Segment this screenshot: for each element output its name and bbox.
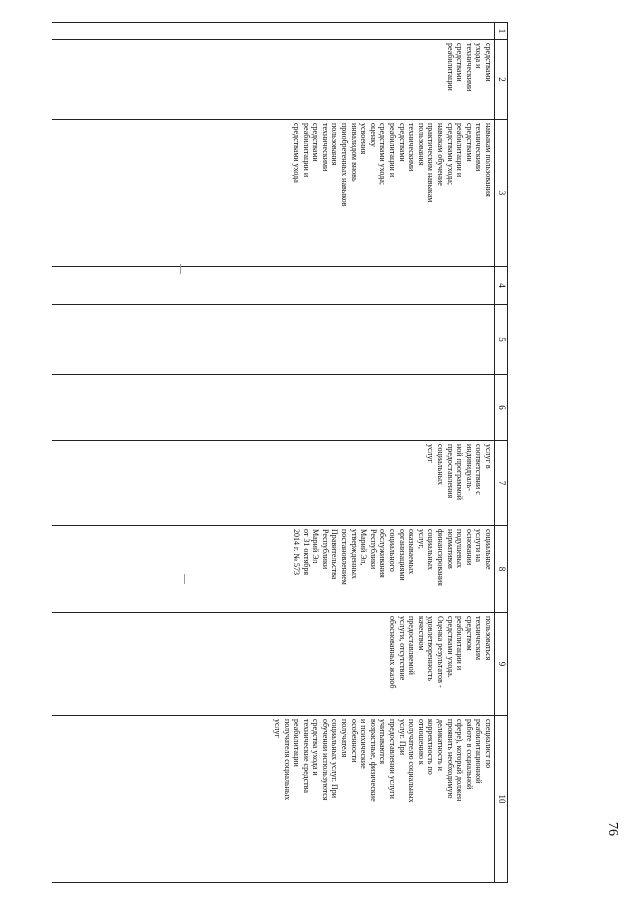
cell-line: реабилитации и [455,616,465,671]
cell-line: предоставляемой [407,616,417,675]
cell-line: реабилитации и [301,123,311,178]
cell-line: корректность по [426,719,436,775]
cell-line: 2014 г. № 573 [292,529,302,576]
cell-line: нормативов [445,529,455,569]
column-number: 4 [495,267,508,305]
cell-line: социального [388,529,398,572]
cell-line: деликатность и [436,719,446,771]
cell-line: усвоения [359,123,369,155]
cell-line: социальных [426,529,436,571]
cell-line: реабилитации и [388,123,398,178]
cell-line: Республики [320,529,330,570]
cell-line: услуг, [416,529,426,549]
cell-line: техническими [474,123,484,172]
cell-line: социальных [436,444,446,486]
scan-mark [184,574,185,584]
column-number: 5 [495,305,508,375]
cell-line: ной программой [455,444,465,501]
column-number: 1 [495,23,508,40]
cell-line: технические средства [301,719,311,793]
page-number: 76 [605,822,620,836]
cell-col6 [52,375,495,441]
cell-col5 [52,305,495,375]
cell-line: предоставлении услуги [388,719,398,799]
cell-line: Марий Эл, [359,529,369,566]
cell-line: пользования [330,123,340,166]
cell-line: реабилитационной [474,719,484,784]
cell-line: реабилитации [292,719,302,767]
cell-line: финансирования [436,529,446,586]
services-table [52,22,508,883]
cell-col8 [52,526,495,613]
cell-line: средствами [484,43,493,82]
cell-line: возрастные, физические [368,719,378,802]
cell-col2 [52,40,495,120]
cell-line: средствами [455,43,465,82]
cell-line: получателя [340,719,350,758]
cell-line: социальные [484,529,493,570]
cell-line: предоставления [445,444,455,499]
cell-line: постановлением [340,529,350,585]
cell-line: средствами [311,123,321,162]
cell-line: получателя социальных [282,719,292,801]
cell-line: услуги на [474,529,484,562]
cell-line: средствами [464,123,474,162]
cell-line: получателю социальных [407,719,417,803]
cell-line: удовлетворенность [426,616,436,682]
cell-line: услуг в [484,444,493,469]
cell-line: и психические [359,719,369,769]
cell-line: приобретенных навыков [340,123,350,207]
cell-line: подушевых [455,529,465,568]
cell-line: средствами ухода [292,123,302,183]
cell-line: средствами ухода; [445,123,455,185]
cell-col1 [52,23,495,40]
cell-line: реабилитации и [455,123,465,178]
cell-line: особенности [349,719,359,763]
cell-line: техническими [320,123,330,172]
cell-line: пользования [416,123,426,166]
cell-line: работе в социальной [464,719,474,790]
cell-line: пользоваться [484,616,493,661]
column-number: 8 [495,526,508,613]
cell-col3 [52,120,495,267]
cell-line: техническими [407,123,417,172]
column-number: 6 [495,375,508,441]
cell-line: Правительства [330,529,340,580]
cell-line: средства ухода и [311,719,321,776]
cell-line: навыкам пользования [484,123,493,197]
cell-col9 [52,613,495,716]
cell-line: обслуживания [378,529,388,578]
cell-line: средствами ухода; [378,123,388,185]
cell-line: Марий Эл [311,529,321,564]
cell-line: индивидуаль- [464,444,474,491]
cell-line: средствами [397,123,407,162]
cell-line: ухода и [474,43,484,69]
cell-line: организациями [397,529,407,581]
rotated-table-container [48,22,508,882]
cell-line: услуг [272,719,282,738]
cell-line: средствами ухода. [445,616,455,678]
cell-line: обучении используются [320,719,330,801]
column-number-row [495,23,508,883]
column-number: 9 [495,613,508,716]
cell-line: проявить необходимую [445,719,455,799]
cell-line: отношению к [416,719,426,765]
column-number: 10 [495,716,508,883]
cell-line: от 31 октября [301,529,311,575]
cell-col7 [52,441,495,526]
cell-line: Оценка результатов - [436,616,446,688]
cell-line: реабилитации [445,43,455,91]
cell-line: оценку [368,123,378,147]
column-number: 7 [495,441,508,526]
cell-col4 [52,267,495,305]
scan-mark [180,264,181,274]
cell-line: специалист по [484,719,493,769]
table-row [52,23,495,883]
cell-line: учитываются [378,719,388,765]
cell-line: инвалидом вновь [349,123,359,182]
cell-line: навыкам обучение [436,123,446,186]
cell-line: средством [464,616,474,651]
cell-line: практическим навыкам [426,123,436,203]
cell-line: услуг. При [397,719,407,755]
cell-line: услуги, отсутствие [397,616,407,681]
cell-line: сфере), который должен [455,719,465,802]
cell-line: основании [464,529,474,566]
cell-col10 [52,716,495,883]
column-number: 2 [495,40,508,120]
cell-line: техническими [464,43,474,92]
cell-line: Республики [368,529,378,570]
cell-line: техническим [474,616,484,661]
cell-line: услуг [426,444,436,463]
cell-line: социальных услуг. При [330,719,340,799]
cell-line: соответствии с [474,444,484,495]
cell-line: качеством [416,616,426,651]
cell-line: утвержденных [349,529,359,579]
cell-line: оказываемых [407,529,417,575]
column-number: 3 [495,120,508,267]
cell-line: обоснованных жалоб [388,616,398,689]
